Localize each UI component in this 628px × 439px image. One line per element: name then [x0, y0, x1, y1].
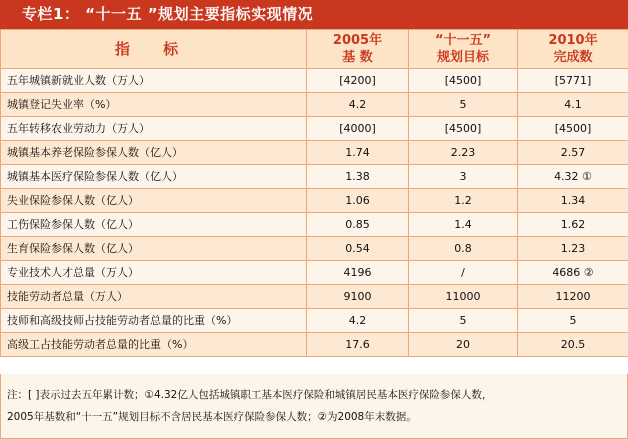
row-base: 9100	[307, 285, 409, 309]
table-row	[1, 165, 628, 189]
table-row	[1, 69, 628, 93]
table-row	[1, 309, 628, 333]
row-base: 1.06	[307, 189, 409, 213]
row-target: /	[409, 261, 518, 285]
row-target: [4500]	[409, 117, 518, 141]
row-name: 五年转移农业劳动力（万人）	[1, 117, 307, 141]
footnote-line1: 注：[ ]表示过去五年累计数；①4.32亿人包括城镇职工基本医疗保险和城镇居民基本医疗保险参保人数，	[7, 389, 493, 401]
row-actual: 4686 ②	[518, 261, 628, 285]
row-target: 5	[409, 93, 518, 117]
row-name: 失业保险参保人数（亿人）	[1, 189, 307, 213]
row-name: 城镇基本医疗保险参保人数（亿人）	[1, 165, 307, 189]
table-row	[1, 261, 628, 285]
row-base: 1.38	[307, 165, 409, 189]
table-row	[1, 141, 628, 165]
header-plan-target-line1: “十一五”	[434, 33, 492, 48]
row-actual: 11200	[518, 285, 628, 309]
row-name: 五年城镇新就业人数（万人）	[1, 69, 307, 93]
row-base: [4200]	[307, 69, 409, 93]
row-target: 11000	[409, 285, 518, 309]
table-row	[1, 237, 628, 261]
table-row	[1, 93, 628, 117]
row-actual: 4.32 ①	[518, 165, 628, 189]
table-row	[1, 213, 628, 237]
footnote	[0, 374, 628, 439]
header-plan-target-line2: 规划目标	[436, 50, 489, 65]
row-actual: 20.5	[518, 333, 628, 357]
row-base: 4.2	[307, 309, 409, 333]
footnote-line2: 2005年基数和“十一五”规划目标不含居民基本医疗保险参保人数；②为2008年末数据。	[7, 411, 417, 423]
row-target: [4500]	[409, 69, 518, 93]
table-header-row	[1, 30, 628, 69]
row-base: 0.54	[307, 237, 409, 261]
row-actual: 2.57	[518, 141, 628, 165]
table-row	[1, 117, 628, 141]
header-2010-actual-line1: 2010年	[548, 33, 598, 48]
row-actual: 5	[518, 309, 628, 333]
row-target: 20	[409, 333, 518, 357]
row-actual: 1.23	[518, 237, 628, 261]
row-name: 专业技术人才总量（万人）	[1, 261, 307, 285]
table-row	[1, 285, 628, 309]
row-target: 3	[409, 165, 518, 189]
row-name: 生育保险参保人数（亿人）	[1, 237, 307, 261]
row-target: 5	[409, 309, 518, 333]
header-indicator: 指 标	[1, 30, 307, 69]
row-name: 高级工占技能劳动者总量的比重（%）	[1, 333, 307, 357]
row-actual: [4500]	[518, 117, 628, 141]
row-name: 技师和高级技师占技能劳动者总量的比重（%）	[1, 309, 307, 333]
row-target: 1.4	[409, 213, 518, 237]
row-name: 城镇登记失业率（%）	[1, 93, 307, 117]
table-row	[1, 333, 628, 357]
header-2005-base-line2: 基 数	[342, 50, 373, 65]
row-target: 2.23	[409, 141, 518, 165]
row-actual: 4.1	[518, 93, 628, 117]
table-row	[1, 189, 628, 213]
page-title: 专栏1： “十一五 ”规划主要指标实现情况	[0, 0, 628, 29]
row-base: 4196	[307, 261, 409, 285]
row-actual: [5771]	[518, 69, 628, 93]
row-target: 0.8	[409, 237, 518, 261]
header-2005-base-line1: 2005年	[332, 33, 383, 48]
header-2010-actual	[518, 30, 628, 69]
header-2005-base	[307, 30, 409, 69]
row-actual: 1.34	[518, 189, 628, 213]
row-actual: 1.62	[518, 213, 628, 237]
indicator-table	[0, 29, 628, 357]
row-base: 17.6	[307, 333, 409, 357]
row-name: 技能劳动者总量（万人）	[1, 285, 307, 309]
row-base: 0.85	[307, 213, 409, 237]
row-base: 4.2	[307, 93, 409, 117]
row-base: 1.74	[307, 141, 409, 165]
header-2010-actual-line2: 完成数	[553, 50, 593, 65]
row-name: 城镇基本养老保险参保人数（亿人）	[1, 141, 307, 165]
row-target: 1.2	[409, 189, 518, 213]
row-base: [4000]	[307, 117, 409, 141]
row-name: 工伤保险参保人数（亿人）	[1, 213, 307, 237]
header-plan-target	[409, 30, 518, 69]
